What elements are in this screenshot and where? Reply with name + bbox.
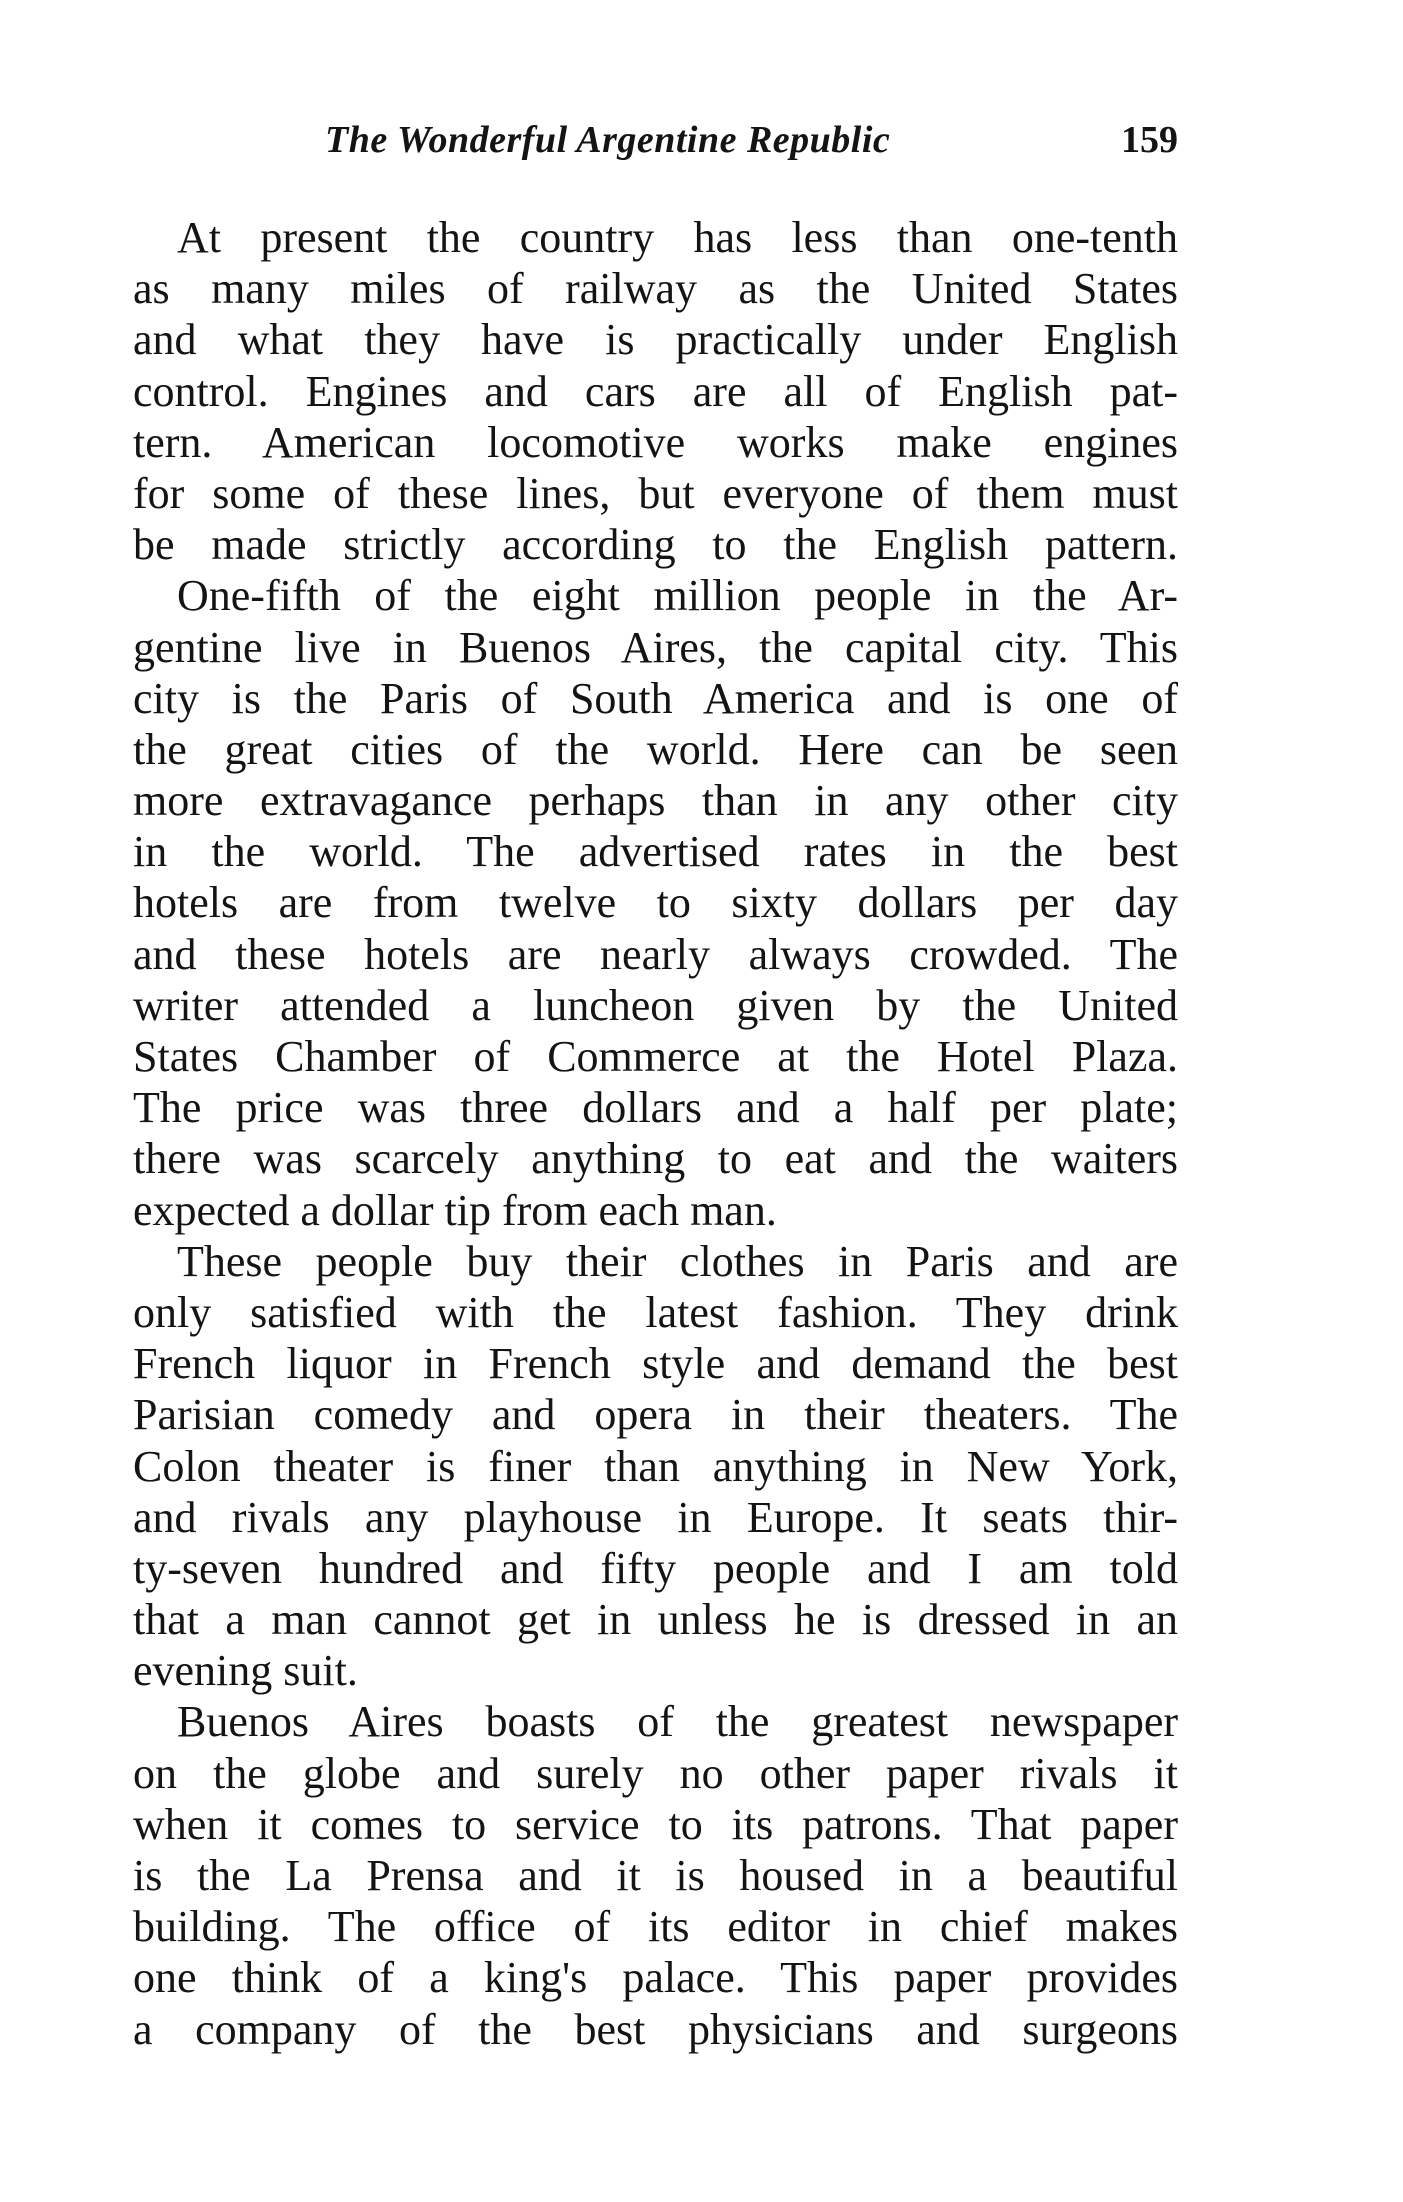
text-line: At present the country has less than one-tenth bbox=[177, 213, 1178, 262]
text-line: for some of these lines, but everyone of them must bbox=[133, 468, 1178, 518]
text-line: is the La Prensa and it is housed in a beautiful bbox=[133, 1851, 1178, 1900]
text-line: that a man cannot get in unless he is dressed in an bbox=[133, 1595, 1178, 1645]
text-line: Parisian comedy and opera in their theaters. The bbox=[133, 1390, 1178, 1440]
text-line: One-fifth of the eight million people in the Ar- bbox=[177, 571, 1178, 621]
text-line: French liquor in French style and demand the best bbox=[133, 1339, 1178, 1389]
text-line: in the world. The advertised rates in the best bbox=[133, 827, 1178, 877]
text-line: tern. American locomotive works make engines bbox=[133, 417, 1178, 467]
text-line: These people buy their clothes in Paris and are bbox=[177, 1236, 1178, 1286]
text-line: expected a dollar tip from each man. bbox=[133, 1185, 777, 1235]
text-line: as many miles of railway as the United States bbox=[133, 264, 1178, 314]
paragraph bbox=[133, 570, 1178, 1235]
text-line: there was scarcely anything to eat and the waiters bbox=[133, 1134, 1178, 1184]
page-number: 159 bbox=[1121, 119, 1178, 161]
text-line: evening suit. bbox=[133, 1646, 358, 1696]
text-line: and what they have is practically under English bbox=[133, 315, 1178, 365]
text-line: building. The office of its editor in chief makes bbox=[133, 1902, 1178, 1952]
text-line: only satisfied with the latest fashion. They drink bbox=[133, 1287, 1178, 1337]
text-line: and rivals any playhouse in Europe. It seats thir- bbox=[133, 1492, 1178, 1542]
text-line: control. Engines and cars are all of English pat- bbox=[133, 366, 1178, 416]
text-line: Colon theater is finer than anything in New York, bbox=[133, 1441, 1178, 1491]
text-line: on the globe and surely no other paper rivals it bbox=[133, 1748, 1178, 1798]
text-line: gentine live in Buenos Aires, the capital city. This bbox=[133, 622, 1178, 672]
page-header bbox=[133, 118, 1178, 168]
text-line: city is the Paris of South America and is one of bbox=[133, 673, 1178, 723]
text-line: hotels are from twelve to sixty dollars per day bbox=[133, 878, 1178, 928]
paragraph bbox=[133, 1236, 1178, 1697]
text-line: be made strictly according to the English pattern. bbox=[133, 520, 1178, 570]
running-title: The Wonderful Argentine Republic bbox=[325, 119, 891, 161]
text-line: and these hotels are nearly always crowded. The bbox=[133, 929, 1178, 979]
text-line: ty-seven hundred and fifty people and I am told bbox=[133, 1543, 1178, 1593]
text-line: The price was three dollars and a half per plate; bbox=[133, 1083, 1178, 1133]
text-line: Buenos Aires boasts of the greatest newspaper bbox=[177, 1697, 1178, 1747]
text-line: one think of a king's palace. This paper provides bbox=[133, 1953, 1178, 2003]
text-line: when it comes to service to its patrons. That paper bbox=[133, 1799, 1178, 1849]
text-line: writer attended a luncheon given by the United bbox=[133, 980, 1178, 1030]
text-line: a company of the best physicians and surgeons bbox=[133, 2004, 1178, 2054]
text-line: the great cities of the world. Here can be seen bbox=[133, 724, 1178, 774]
text-line: more extravagance perhaps than in any other city bbox=[133, 776, 1178, 826]
body-text bbox=[133, 212, 1178, 2055]
paragraph bbox=[133, 212, 1178, 570]
text-line: States Chamber of Commerce at the Hotel Plaza. bbox=[133, 1032, 1178, 1081]
paragraph bbox=[133, 1696, 1178, 2054]
